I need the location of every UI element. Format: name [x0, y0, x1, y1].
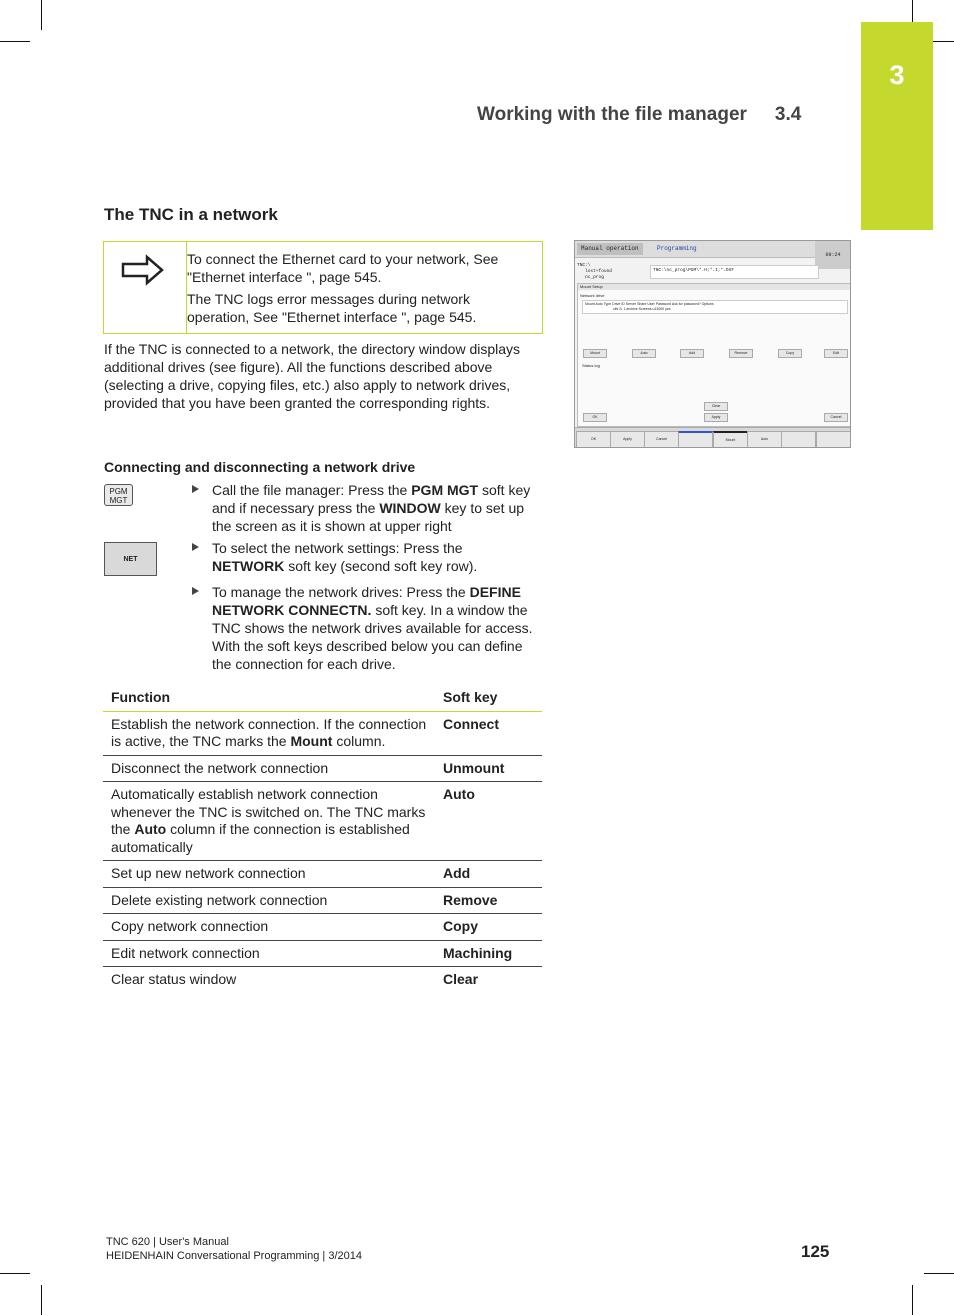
dialog-header: Network drive: [580, 293, 605, 298]
mode-programming: Programming: [657, 245, 697, 252]
step-text-part: Call the file manager: Press the: [212, 482, 412, 498]
intro-paragraph: If the TNC is connected to a network, the directory window displays additional drives (see figure). All the functions described above (selecting a drive, copying files, etc.) also apply to network drives, provided that you have been granted the corresponding rights.: [104, 341, 521, 411]
dialog-title: Mount Setup: [578, 284, 851, 290]
step-text: [212, 539, 537, 575]
softkey: Auto: [747, 431, 782, 448]
function-cell: Set up new network connection: [103, 861, 435, 888]
tree-item: TNC:\: [577, 263, 591, 268]
step-text-part: soft key. In a window the TNC shows the network drives available for access. With the soft keys described below you can define the connection for each drive.: [212, 602, 533, 672]
mode-bar: [575, 241, 815, 258]
chapter-tab: [861, 22, 933, 230]
softkey-cell: Copy: [435, 914, 542, 941]
table-row: [103, 940, 542, 967]
softkey: Mount: [713, 431, 748, 448]
step-text-part: soft key and if necessary press the: [212, 482, 531, 516]
status-log-label: Status log: [582, 363, 600, 368]
function-cell: [103, 711, 435, 755]
step-text-part: To manage the network drives: Press the: [212, 584, 470, 600]
subheading: Connecting and disconnecting a network drive: [104, 459, 416, 475]
arrow-right-icon: [121, 254, 165, 286]
step: [192, 539, 537, 575]
function-cell: Copy network connection: [103, 914, 435, 941]
copy-button: Copy: [778, 349, 802, 358]
step-key-name: NETWORK: [212, 558, 285, 574]
softkey: Apply: [610, 431, 645, 448]
directory-tree: [577, 263, 612, 281]
running-head-title: Working with the file manager: [477, 104, 747, 125]
step-text-part: soft key (second soft key row).: [284, 558, 478, 574]
softkey: Cancel: [644, 431, 679, 448]
table-row: [103, 914, 542, 941]
net-key-label: NET: [123, 556, 138, 563]
clock: 09:24: [815, 241, 851, 269]
function-cell: Delete existing network connection: [103, 887, 435, 914]
step-key-name: WINDOW: [379, 500, 441, 516]
softkey: [781, 431, 816, 448]
table-row: [103, 967, 542, 993]
function-bold: Auto: [134, 821, 167, 837]
function-cell: [103, 782, 435, 861]
step-arrow-icon: [192, 587, 199, 595]
drive-table-row: cifs S: 1 archive Screens u13000 yes: [613, 307, 671, 311]
crop-mark: [41, 1285, 42, 1315]
auto-button: Auto: [632, 349, 656, 358]
table-row: [103, 782, 542, 861]
softkey-cell: Add: [435, 861, 542, 888]
step-text: [212, 481, 537, 535]
step-text-part: key to set up the screen as it is shown at upper right: [212, 500, 525, 534]
softkey-cell: Unmount: [435, 755, 542, 782]
crop-mark: [912, 1285, 913, 1315]
table-row: [103, 887, 542, 914]
mount-setup-dialog: [577, 283, 851, 427]
function-bold: Mount: [290, 733, 333, 749]
path-field: TNC:\nc_prog\PGM\*.H;*.I;*.DXF: [650, 265, 819, 279]
page-number: 125: [801, 1242, 830, 1261]
step-key-name: PGM MGT: [411, 482, 479, 498]
note-line: To connect the Ethernet card to your network, See "Ethernet interface ", page 545.: [187, 251, 499, 285]
table-row: [103, 711, 542, 755]
net-key: [104, 542, 157, 576]
tree-item: nc_prog: [585, 275, 604, 280]
mode-manual: Manual operation: [577, 243, 643, 255]
ok-button: OK: [583, 413, 607, 422]
softkey-row: [575, 427, 851, 448]
function-text: column.: [332, 733, 386, 749]
edit-button: Edit: [824, 349, 848, 358]
crop-mark: [41, 0, 42, 30]
softkey-cell: Auto: [435, 782, 542, 861]
footer-line: TNC 620 | User's Manual: [106, 1236, 229, 1248]
function-cell: Edit network connection: [103, 940, 435, 967]
footer-line: HEIDENHAIN Conversational Programming | 3/2014: [106, 1250, 362, 1262]
table-header-row: [103, 686, 542, 711]
softkey-cell: Connect: [435, 711, 542, 755]
function-cell: Clear status window: [111, 971, 237, 987]
drive-table-columns: Mount Auto Type Drive ID Server Share User Password Ask for password? Options: [585, 302, 714, 306]
function-table: [103, 686, 542, 993]
step-key-name: DEFINE NETWORK CONNECTN.: [212, 584, 521, 618]
softkey: OK: [576, 431, 611, 448]
step: [192, 583, 537, 673]
step-arrow-icon: [192, 485, 199, 493]
crop-mark: [924, 1273, 954, 1274]
column-header-soft-key: Soft key: [435, 686, 542, 711]
drive-table: [582, 300, 848, 314]
function-text: column if the connection is established automatically: [111, 821, 410, 855]
function-text: Automatically establish network connection whenever the TNC is switched on. The TNC marks the: [111, 786, 426, 837]
crop-mark: [0, 41, 30, 42]
footer: [106, 1235, 362, 1263]
apply-button: Apply: [704, 413, 728, 422]
softkey-cell: Remove: [435, 887, 542, 914]
screenshot-figure: [574, 240, 851, 448]
clear-button: Clear: [704, 402, 728, 411]
column-header-function: Function: [103, 686, 435, 711]
remove-button: Remove: [729, 349, 753, 358]
table-row: [103, 861, 542, 888]
table-row: [103, 755, 542, 782]
step-text: [212, 583, 537, 673]
cancel-button: Cancel: [824, 413, 848, 422]
pgm-mgt-key-label: PGM MGT: [109, 487, 128, 505]
chapter-number: 3: [889, 60, 905, 90]
function-text: Establish the network connection. If the connection is active, the TNC marks the: [111, 715, 427, 749]
pgm-mgt-key: [104, 484, 133, 506]
add-button: Add: [680, 349, 704, 358]
softkey: [678, 431, 713, 448]
section-title: The TNC in a network: [104, 205, 278, 224]
note-box: [103, 241, 543, 334]
running-head-section: 3.4: [774, 104, 802, 125]
function-cell: Disconnect the network connection: [103, 755, 435, 782]
step-arrow-icon: [192, 543, 199, 551]
running-head: [477, 104, 801, 126]
step: [192, 481, 537, 535]
softkey-cell: Clear: [443, 971, 479, 987]
crop-mark: [0, 1273, 30, 1274]
step-text-part: To select the network settings: Press the: [212, 540, 463, 556]
softkey-cell: Machining: [435, 940, 542, 967]
mount-button: Mount: [583, 349, 607, 358]
note-line: The TNC logs error messages during network operation, See "Ethernet interface ", page 545.: [187, 291, 477, 325]
softkey: [816, 431, 851, 448]
note-text: [187, 250, 532, 330]
tree-item: lost+found: [585, 269, 613, 274]
